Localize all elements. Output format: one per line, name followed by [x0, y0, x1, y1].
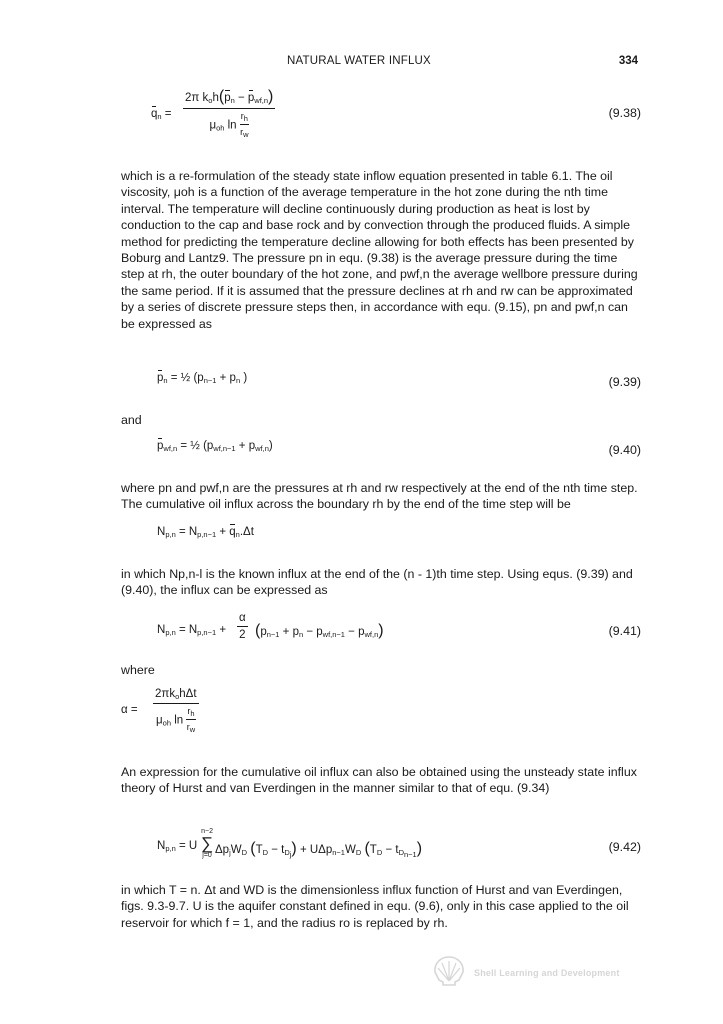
paragraph: where [121, 663, 155, 677]
paragraph: and [121, 413, 142, 427]
equation-9-40: $p_{wf,n}$ = ½ $(p_{wf,n-1} + p_{wf,n})$ (9.40) [157, 440, 641, 457]
paragraph: in which Np,n-l is the known influx at the end of the (n - 1)th time step. Using equs. (9.39) and (9.40), the influx can be expressed as [121, 567, 633, 598]
paragraph: An expression for the cumulative oil influx can also be obtained using the unsteady state influx theory of Hurst and van Everdingen in the manner similar to that of equ. (9.34) [121, 765, 637, 796]
shell-logo-icon [432, 955, 466, 987]
paragraph: which is a re-formulation of the steady state inflow equation presented in table 6.1. The oil viscosity, μoh is a function of the average temperature in the hot zone during the nth time interval. The temperature will decline continuously during production as heat is lost by conduction to the cap and base rock and by convection through the produced fluids. A simple method for predicting the temperature decline allowing for both effects has been presented by Boburg and Lantz9. The pressure pn in equ. (9.38) is the average pressure during the time step at rh, the outer boundary of the hot zone, and pwf,n the average wellbore pressure during the same period. If it is assumed that the pressure declines at rh and rw can be approximated by a series of discrete pressure steps then, in accordance with equ. (9.15), pn and pwf,n can be expressed as [121, 169, 638, 331]
equation-9-42: $N_{p,n} = U$ n−2 ∑ j=0 $\Delta p_jW_D$ $(T_D - t_{D_j}) + U\Delta p_{n-1}W_D$ $(T_D - t_{D_{n-1}})$ (9.42) [157, 828, 641, 859]
equation-9-41: $N_{p,n} = N_{p,n-1}$ + $\frac{\alpha}{2}$ $(p_{n-1} + p_n - p_{wf,n-1} - p_{wf,n})$ (9.41) [157, 612, 641, 641]
equation-9-39: $p_n$ = ½ ($p_{n-1} + p_n$ ) (9.39) [157, 372, 641, 389]
equation-number: (9.38) [608, 106, 641, 120]
page-header [0, 55, 723, 71]
equation-number: (9.42) [608, 840, 641, 854]
equation-cumulative-influx: $N_{p,n} = N_{p,n-1} + q_n.\Delta t$ [157, 526, 254, 539]
equation-alpha: α = $2\pi k_oh\Delta t$ $\mu_{oh}$ ln $\frac{r_h}{r_w}$ [121, 688, 197, 734]
equation-number: (9.40) [608, 443, 641, 457]
equation-9-38: $q_n$ = 2π $k_oh(p_n - p_{wf,n})$ $\mu_{oh}$ ln $\frac{r_h}{r_w}$ (9.38) [151, 88, 641, 139]
equation-number: (9.41) [608, 624, 641, 638]
footer-branding [432, 955, 662, 989]
footer-brand-text: Shell Learning and Development [474, 968, 620, 978]
paragraph: in which T = n. Δt and WD is the dimensionless influx function of Hurst and van Everdingen, figs. 9.3-9.7. U is the aquifer constant defined in equ. (9.6), only in this case applied to the oil reservoir for which f = 1, and the radius ro is replaced by rh. [121, 883, 629, 930]
paragraph: where pn and pwf,n are the pressures at rh and rw respectively at the end of the nth time step. The cumulative oil influx across the boundary rh by the end of the time step will be [121, 481, 638, 512]
page-number: 334 [618, 55, 638, 67]
equation-number: (9.39) [608, 375, 641, 389]
running-title: NATURAL WATER INFLUX [287, 55, 431, 67]
